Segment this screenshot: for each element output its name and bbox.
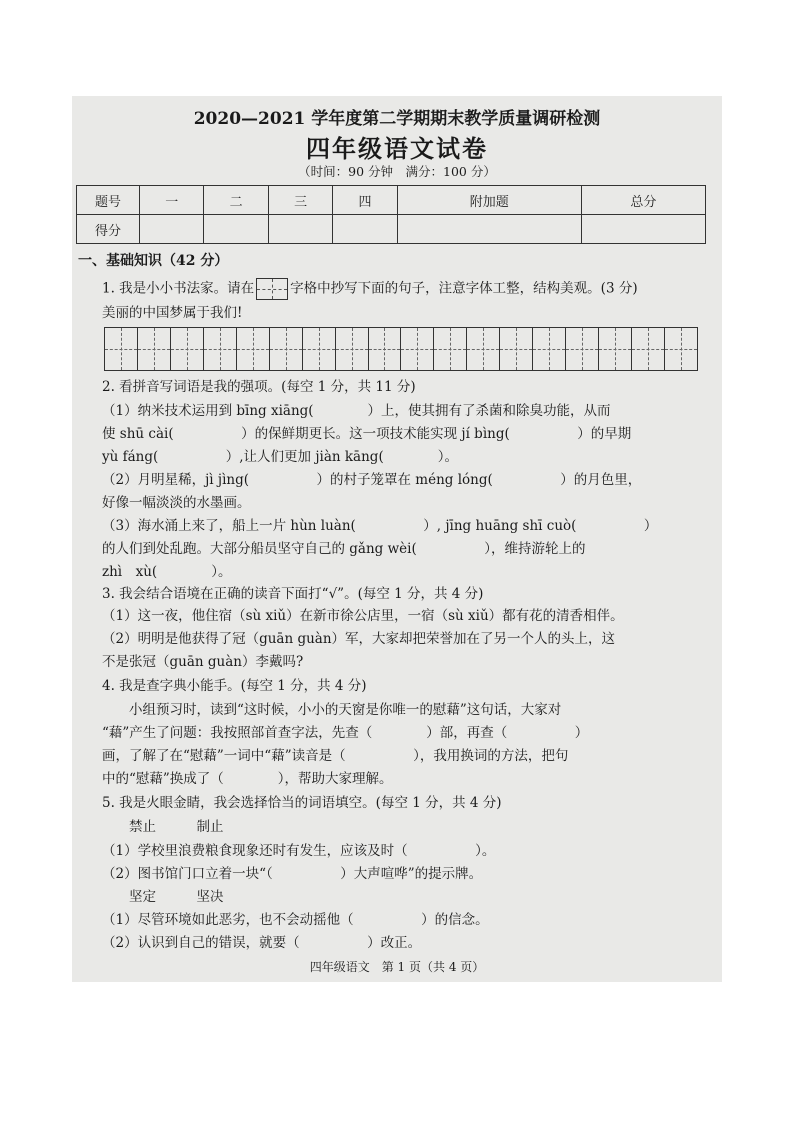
score-col-bonus: 附加题 [397,186,581,215]
q1-instruction [102,278,712,300]
writing-grid-cell[interactable] [105,328,138,370]
q4-line[interactable]: 画，了解了在“慰藉”一词中“藉”读音是（ ），我用换词的方法，把句 [102,748,569,764]
score-col-3: 三 [268,186,332,215]
q5-line[interactable]: （1）学校里浪费粮食现象还时有发生，应该及时（ ）。 [102,843,496,859]
writing-grid-cell[interactable] [237,328,270,370]
writing-grid-cell[interactable] [599,328,632,370]
q2-line[interactable]: zhì xù( ）。 [102,564,232,580]
score-cell-bonus [397,215,581,244]
score-table-label-question: 题号 [77,186,140,215]
writing-grid-cell[interactable] [500,328,533,370]
writing-grid-cell[interactable] [303,328,336,370]
writing-grid-cell[interactable] [566,328,599,370]
writing-grid-cell[interactable] [665,328,697,370]
exam-title: 2020—2021 学年度第二学期期末教学质量调研检测 [193,109,601,129]
writing-grid-cell[interactable] [204,328,237,370]
writing-grid-cell[interactable] [270,328,303,370]
score-col-4: 四 [333,186,397,215]
writing-grid[interactable] [104,327,698,371]
q2-line[interactable]: yù fáng( ）,让人们更加 jiàn kāng( ）。 [102,449,458,465]
q5-line[interactable]: （2）认识到自己的错误，就要（ ）改正。 [102,935,422,951]
q2-line[interactable]: 的人们到处乱跑。大部分船员坚守自己的 gǎng wèi( ），维持游轮上的 [102,541,586,557]
q2-heading: 2. 看拼音写词语是我的强项。(每空 1 分，共 11 分) [102,379,416,395]
q1-text-after: 字格中抄写下面的句子，注意字体工整，结构美观。(3 分) [290,280,638,297]
score-table-label-score: 得分 [77,215,140,244]
q5-word-options: 禁止 制止 [102,819,224,835]
q1-sentence: 美丽的中国梦属于我们! [102,305,243,321]
q3-line[interactable]: 不是张冠（guān guàn）李戴吗? [102,654,304,670]
exam-paper [72,96,722,982]
score-table [76,185,706,244]
writing-grid-cell[interactable] [434,328,467,370]
score-cell-total [581,215,705,244]
writing-grid-cell[interactable] [467,328,500,370]
writing-grid-cell[interactable] [171,328,204,370]
q3-line[interactable]: （2）明明是他获得了冠（guān guàn）军，大家却把荣誉加在了另一个人的头上，这 [102,631,616,647]
exam-subtitle: 四年级语文试卷 [306,134,488,163]
page-footer: 四年级语文 第 1 页（共 4 页） [309,960,485,974]
score-cell-3 [268,215,332,244]
q2-line: 好像一幅淡淡的水墨画。 [102,495,251,511]
q4-line[interactable]: “藉”产生了问题：我按照部首查字法，先查（ ）部，再查（ ） [102,725,589,741]
score-col-2: 二 [204,186,268,215]
score-table-row-question [77,186,706,215]
score-table-row-score [77,215,706,244]
q5-line[interactable]: （2）图书馆门口立着一块“（ ）大声喧哗”的提示牌。 [102,866,483,882]
score-cell-2 [204,215,268,244]
writing-grid-cell[interactable] [632,328,665,370]
q3-line[interactable]: （1）这一夜，他住宿（sù xiǔ）在新市徐公店里，一宿（sù xiǔ）都有花的清香相伴。 [102,608,624,624]
writing-grid-cell[interactable] [138,328,171,370]
q2-line[interactable]: （3）海水涌上来了，船上一片 hùn luàn( ）, jīng huāng shī cuò( ） [102,518,658,534]
q4-line: 小组预习时，读到“这时候，小小的天窗是你唯一的慰藉”这句话，大家对 [102,702,562,718]
writing-grid-cell[interactable] [336,328,369,370]
q5-word-options: 坚定 坚决 [102,889,224,905]
q4-line[interactable]: 中的“慰藉”换成了（ ），帮助大家理解。 [102,771,393,787]
score-cell-1 [140,215,204,244]
score-col-total: 总分 [581,186,705,215]
exam-time-info: （时间：90 分钟 满分：100 分） [298,164,496,179]
writing-grid-cell[interactable] [401,328,434,370]
q3-heading: 3. 我会结合语境在正确的读音下面打“√”。(每空 1 分，共 4 分) [102,586,484,602]
writing-grid-cell[interactable] [533,328,566,370]
q2-line[interactable]: （2）月明星稀，jì jìng( ）的村子笼罩在 méng lóng( ）的月色里， [102,472,642,488]
writing-grid-cell[interactable] [369,328,402,370]
q4-heading: 4. 我是查字典小能手。(每空 1 分，共 4 分) [102,678,367,694]
section-1-heading: 一、基础知识（42 分） [78,253,229,269]
q1-text-before: 1. 我是小小书法家。请在 [102,280,255,297]
q2-line[interactable]: （1）纳米技术运用到 bīng xiāng( ）上，使其拥有了杀菌和除臭功能，从而 [102,403,611,419]
tianzige-icon [256,278,288,300]
score-cell-4 [333,215,397,244]
score-col-1: 一 [140,186,204,215]
q5-line[interactable]: （1）尽管环境如此恶劣，也不会动摇他（ ）的信念。 [102,912,489,928]
q5-heading: 5. 我是火眼金睛，我会选择恰当的词语填空。(每空 1 分，共 4 分) [102,795,502,811]
q2-line[interactable]: 使 shū cài( ）的保鲜期更长。这一项技术能实现 jí bìng( ）的早期 [102,426,632,442]
